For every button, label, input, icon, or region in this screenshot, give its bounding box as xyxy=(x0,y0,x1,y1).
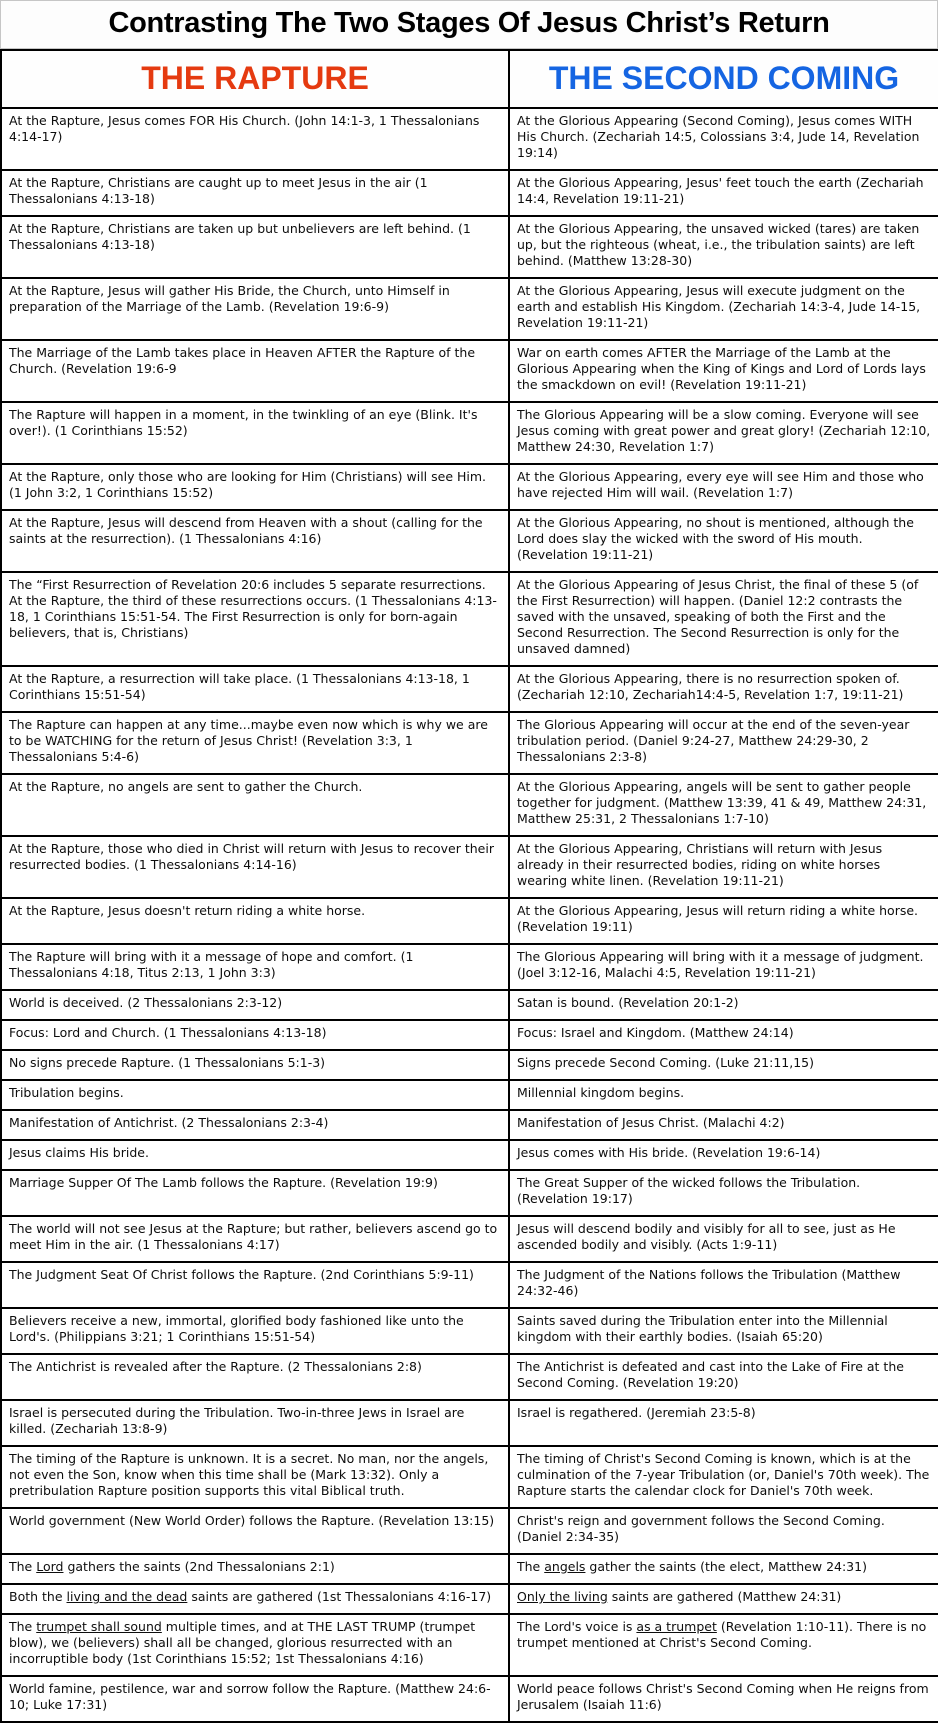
comparison-table-body xyxy=(1,108,938,1722)
cell-left: At the Rapture, those who died in Christ will return with Jesus to recover their resurrected bodies. (1 Thessalonians 4:14-16) xyxy=(1,836,509,898)
table-row xyxy=(1,774,938,836)
cell-left: Believers receive a new, immortal, glorified body fashioned like unto the Lord's. (Philippians 3:21; 1 Corinthians 15:51-54) xyxy=(1,1308,509,1354)
cell-left: At the Rapture, only those who are looking for Him (Christians) will see Him. (1 John 3:2, 1 Corinthians 15:52) xyxy=(1,464,509,510)
cell-left: Israel is persecuted during the Tribulation. Two-in-three Jews in Israel are killed. (Zechariah 13:8-9) xyxy=(1,1400,509,1446)
table-row xyxy=(1,1140,938,1170)
cell-right: Satan is bound. (Revelation 20:1-2) xyxy=(509,990,938,1020)
cell-right: Jesus will descend bodily and visibly for all to see, just as He ascended bodily and visibly. (Acts 1:9-11) xyxy=(509,1216,938,1262)
table-row xyxy=(1,836,938,898)
cell-right: The Antichrist is defeated and cast into the Lake of Fire at the Second Coming. (Revelation 19:20) xyxy=(509,1354,938,1400)
cell-left: The Judgment Seat Of Christ follows the Rapture. (2nd Corinthians 5:9-11) xyxy=(1,1262,509,1308)
cell-left: At the Rapture, Jesus doesn't return riding a white horse. xyxy=(1,898,509,944)
cell-left: At the Rapture, Jesus will descend from Heaven with a shout (calling for the saints at the resurrection). (1 Thessalonians 4:16) xyxy=(1,510,509,572)
table-row xyxy=(1,1050,938,1080)
cell-left: The timing of the Rapture is unknown. It is a secret. No man, nor the angels, not even the Son, know when this time shall be (Mark 13:32). Only a pretribulation Rapture position supports this vital Biblical truth. xyxy=(1,1446,509,1508)
comparison-table xyxy=(0,49,938,1723)
cell-right: At the Glorious Appearing, no shout is mentioned, although the Lord does slay the wicked with the sword of His mouth. (Revelation 19:11-21) xyxy=(509,510,938,572)
cell-left: Marriage Supper Of The Lamb follows the Rapture. (Revelation 19:9) xyxy=(1,1170,509,1216)
table-row xyxy=(1,1584,938,1614)
cell-right: Focus: Israel and Kingdom. (Matthew 24:14) xyxy=(509,1020,938,1050)
table-row xyxy=(1,510,938,572)
cell-right: The Glorious Appearing will occur at the end of the seven-year tribulation period. (Daniel 9:24-27, Matthew 24:29-30, 2 Thessalonians 2:3-8) xyxy=(509,712,938,774)
table-row xyxy=(1,1354,938,1400)
table-row xyxy=(1,1554,938,1584)
column-header-rapture: THE RAPTURE xyxy=(1,50,509,108)
table-row xyxy=(1,1216,938,1262)
cell-left: The Rapture will happen in a moment, in the twinkling of an eye (Blink. It's over!). (1 Corinthians 15:52) xyxy=(1,402,509,464)
cell-right: The timing of Christ's Second Coming is known, which is at the culmination of the 7-year Tribulation (or, Daniel's 70th week). The Rapture starts the calendar clock for Daniel's 70th week. xyxy=(509,1446,938,1508)
cell-right: The Lord's voice is as a trumpet (Revelation 1:10-11). There is no trumpet mentioned at Christ's Second Coming. xyxy=(509,1614,938,1676)
table-row xyxy=(1,464,938,510)
cell-left: At the Rapture, no angels are sent to gather the Church. xyxy=(1,774,509,836)
cell-right: At the Glorious Appearing of Jesus Christ, the final of these 5 (of the First Resurrection) will happen. (Daniel 12:2 contrasts the saved with the unsaved, speaking of both the First and the Second Resurrection. The Second Resurrection is only for the unsaved damned) xyxy=(509,572,938,666)
cell-right: Jesus comes with His bride. (Revelation 19:6-14) xyxy=(509,1140,938,1170)
cell-right: At the Glorious Appearing, there is no resurrection spoken of. (Zechariah 12:10, Zechariah14:4-5, Revelation 1:7, 19:11-21) xyxy=(509,666,938,712)
table-row xyxy=(1,1020,938,1050)
table-row xyxy=(1,170,938,216)
table-row xyxy=(1,278,938,340)
page-title: Contrasting The Two Stages Of Jesus Christ’s Return xyxy=(0,0,938,49)
cell-right: Millennial kingdom begins. xyxy=(509,1080,938,1110)
table-row xyxy=(1,1080,938,1110)
table-row xyxy=(1,898,938,944)
cell-right: Signs precede Second Coming. (Luke 21:11,15) xyxy=(509,1050,938,1080)
cell-left: Jesus claims His bride. xyxy=(1,1140,509,1170)
cell-left: World government (New World Order) follows the Rapture. (Revelation 13:15) xyxy=(1,1508,509,1554)
cell-right: Christ's reign and government follows the Second Coming. (Daniel 2:34-35) xyxy=(509,1508,938,1554)
cell-left: At the Rapture, a resurrection will take place. (1 Thessalonians 4:13-18, 1 Corinthians 15:51-54) xyxy=(1,666,509,712)
cell-right: World peace follows Christ's Second Coming when He reigns from Jerusalem (Isaiah 11:6) xyxy=(509,1676,938,1722)
table-row xyxy=(1,572,938,666)
cell-left: Focus: Lord and Church. (1 Thessalonians 4:13-18) xyxy=(1,1020,509,1050)
cell-right: At the Glorious Appearing (Second Coming), Jesus comes WITH His Church. (Zechariah 14:5, Colossians 3:4, Jude 14, Revelation 19:14) xyxy=(509,108,938,170)
cell-left: The Lord gathers the saints (2nd Thessalonians 2:1) xyxy=(1,1554,509,1584)
cell-left: Both the living and the dead saints are gathered (1st Thessalonians 4:16-17) xyxy=(1,1584,509,1614)
table-row xyxy=(1,712,938,774)
cell-left: At the Rapture, Christians are taken up but unbelievers are left behind. (1 Thessalonians 4:13-18) xyxy=(1,216,509,278)
table-row xyxy=(1,1400,938,1446)
cell-right: Israel is regathered. (Jeremiah 23:5-8) xyxy=(509,1400,938,1446)
cell-left: The Marriage of the Lamb takes place in Heaven AFTER the Rapture of the Church. (Revelation 19:6-9 xyxy=(1,340,509,402)
cell-right: Manifestation of Jesus Christ. (Malachi 4:2) xyxy=(509,1110,938,1140)
table-row xyxy=(1,1308,938,1354)
table-row xyxy=(1,944,938,990)
cell-right: The Great Supper of the wicked follows the Tribulation. (Revelation 19:17) xyxy=(509,1170,938,1216)
cell-right: War on earth comes AFTER the Marriage of the Lamb at the Glorious Appearing when the King of Kings and Lord of Lords lays the smackdown on evil! (Revelation 19:11-21) xyxy=(509,340,938,402)
cell-right: At the Glorious Appearing, every eye will see Him and those who have rejected Him will wail. (Revelation 1:7) xyxy=(509,464,938,510)
cell-left: World famine, pestilence, war and sorrow follow the Rapture. (Matthew 24:6-10; Luke 17:31) xyxy=(1,1676,509,1722)
cell-right: At the Glorious Appearing, Jesus' feet touch the earth (Zechariah 14:4, Revelation 19:11-21) xyxy=(509,170,938,216)
header-row xyxy=(1,50,938,108)
cell-left: Tribulation begins. xyxy=(1,1080,509,1110)
cell-right: The angels gather the saints (the elect, Matthew 24:31) xyxy=(509,1554,938,1584)
cell-left: At the Rapture, Jesus will gather His Bride, the Church, unto Himself in preparation of the Marriage of the Lamb. (Revelation 19:6-9) xyxy=(1,278,509,340)
table-row xyxy=(1,1446,938,1508)
cell-left: At the Rapture, Christians are caught up to meet Jesus in the air (1 Thessalonians 4:13-18) xyxy=(1,170,509,216)
cell-right: The Glorious Appearing will be a slow coming. Everyone will see Jesus coming with great power and great glory! (Zechariah 12:10, Matthew 24:30, Revelation 1:7) xyxy=(509,402,938,464)
table-row xyxy=(1,216,938,278)
cell-left: The “First Resurrection of Revelation 20:6 includes 5 separate resurrections. At the Rapture, the third of these resurrections occurs. (1 Thessalonians 4:13-18, 1 Corinthians 15:51-54. The First Resurrection is only for born-again believers, that is, Christians) xyxy=(1,572,509,666)
cell-right: The Judgment of the Nations follows the Tribulation (Matthew 24:32-46) xyxy=(509,1262,938,1308)
cell-left: The trumpet shall sound multiple times, and at THE LAST TRUMP (trumpet blow), we (believers) shall all be changed, glorious resurrected with an incorruptible body (1st Corinthians 15:52; 1st Thessalonians 4:16) xyxy=(1,1614,509,1676)
cell-right: The Glorious Appearing will bring with it a message of judgment. (Joel 3:12-16, Malachi 4:5, Revelation 19:11-21) xyxy=(509,944,938,990)
table-row xyxy=(1,1110,938,1140)
table-row xyxy=(1,1508,938,1554)
cell-right: At the Glorious Appearing, the unsaved wicked (tares) are taken up, but the righteous (wheat, i.e., the tribulation saints) are left behind. (Matthew 13:28-30) xyxy=(509,216,938,278)
cell-right: At the Glorious Appearing, Christians will return with Jesus already in their resurrected bodies, riding on white horses wearing white linen. (Revelation 19:11-21) xyxy=(509,836,938,898)
table-row xyxy=(1,1614,938,1676)
column-header-second-coming: THE SECOND COMING xyxy=(509,50,938,108)
cell-right: At the Glorious Appearing, Jesus will return riding a white horse. (Revelation 19:11) xyxy=(509,898,938,944)
cell-right: At the Glorious Appearing, Jesus will execute judgment on the earth and establish His Kingdom. (Zechariah 14:3-4, Jude 14-15, Revelation 19:11-21) xyxy=(509,278,938,340)
table-row xyxy=(1,108,938,170)
table-row xyxy=(1,990,938,1020)
cell-left: Manifestation of Antichrist. (2 Thessalonians 2:3-4) xyxy=(1,1110,509,1140)
cell-right: At the Glorious Appearing, angels will be sent to gather people together for judgment. (Matthew 13:39, 41 & 49, Matthew 24:31, Matthew 25:31, 2 Thessalonians 1:7-10) xyxy=(509,774,938,836)
cell-left: World is deceived. (2 Thessalonians 2:3-12) xyxy=(1,990,509,1020)
cell-left: The Rapture can happen at any time...maybe even now which is why we are to be WATCHING for the return of Jesus Christ! (Revelation 3:3, 1 Thessalonians 5:4-6) xyxy=(1,712,509,774)
cell-right: Saints saved during the Tribulation enter into the Millennial kingdom with their earthly bodies. (Isaiah 65:20) xyxy=(509,1308,938,1354)
cell-left: No signs precede Rapture. (1 Thessalonians 5:1-3) xyxy=(1,1050,509,1080)
table-row xyxy=(1,666,938,712)
cell-left: The Antichrist is revealed after the Rapture. (2 Thessalonians 2:8) xyxy=(1,1354,509,1400)
table-row xyxy=(1,402,938,464)
table-row xyxy=(1,340,938,402)
cell-right: Only the living saints are gathered (Matthew 24:31) xyxy=(509,1584,938,1614)
table-row xyxy=(1,1262,938,1308)
table-row xyxy=(1,1676,938,1722)
cell-left: At the Rapture, Jesus comes FOR His Church. (John 14:1-3, 1 Thessalonians 4:14-17) xyxy=(1,108,509,170)
table-row xyxy=(1,1170,938,1216)
cell-left: The Rapture will bring with it a message of hope and comfort. (1 Thessalonians 4:18, Titus 2:13, 1 John 3:3) xyxy=(1,944,509,990)
cell-left: The world will not see Jesus at the Rapture; but rather, believers ascend go to meet Him in the air. (1 Thessalonians 4:17) xyxy=(1,1216,509,1262)
